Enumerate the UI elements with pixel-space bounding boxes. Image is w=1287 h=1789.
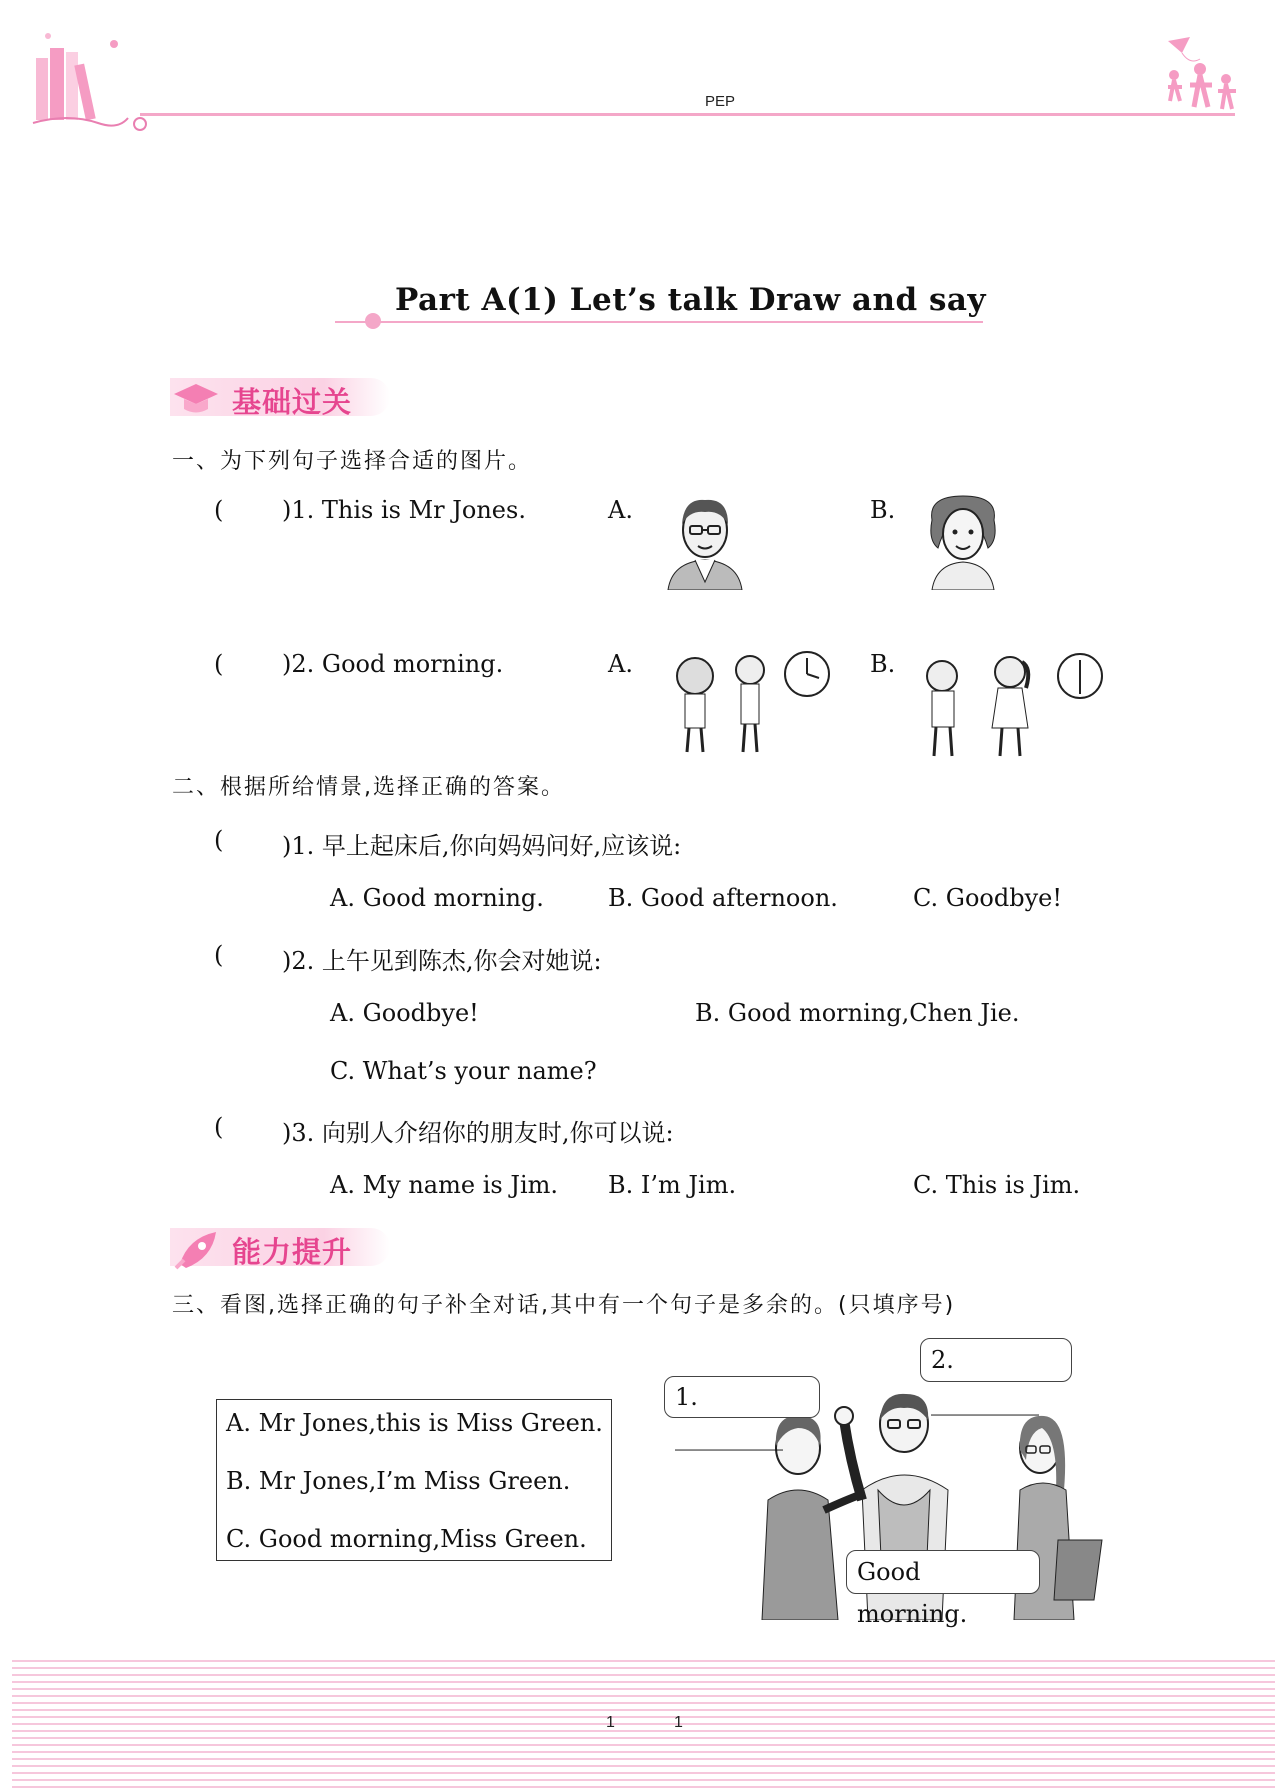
option-a: A. Goodbye! — [330, 999, 479, 1027]
question-1-text: )1. This is Mr Jones. — [282, 496, 526, 524]
choice-c: C. Good morning,Miss Green. — [226, 1525, 587, 1553]
option-b-label: B. — [870, 650, 896, 678]
section-title-ability: 能力提升 — [232, 1235, 353, 1269]
choice-a: A. Mr Jones,this is Miss Green. — [226, 1409, 603, 1437]
bubble-3-text: Good morning. — [857, 1558, 968, 1628]
part3-heading: 三、看图,选择正确的句子补全对话,其中有一个句子是多余的。(只填序号) — [172, 1293, 956, 1318]
two-children-evening-clock-image — [655, 648, 835, 760]
page-number-right: 1 — [674, 1714, 683, 1731]
option-a-label: A. — [608, 496, 633, 524]
header-books-logo — [28, 18, 158, 133]
section-banner-basic — [170, 378, 400, 418]
question-2-text: )2. Good morning. — [282, 650, 504, 678]
bubble-1-text: 1. _________ — [675, 1383, 783, 1451]
speech-bubble-3 — [846, 1550, 1040, 1628]
option-b: B. I’m Jim. — [608, 1171, 737, 1199]
part2-heading: 二、根据所给情景,选择正确的答案。 — [172, 775, 565, 800]
option-c: C. Goodbye! — [913, 884, 1062, 912]
title-underline — [335, 321, 983, 323]
title-bullet-dot — [365, 313, 381, 329]
part1-heading: 一、为下列句子选择合适的图片。 — [172, 449, 533, 474]
option-b-label: B. — [870, 496, 896, 524]
header-kids-kite-illustration — [1160, 35, 1245, 117]
page-number-left: 1 — [606, 1714, 615, 1731]
speech-bubble-2 — [920, 1338, 1072, 1416]
answer-blank-open: ( — [214, 941, 224, 969]
page-title: Part A(1) Let’s talk Draw and say — [395, 282, 987, 318]
option-a: A. My name is Jim. — [330, 1171, 559, 1199]
speech-bubble-1 — [664, 1376, 820, 1451]
question-2-text: )2. 上午见到陈杰,你会对她说: — [282, 947, 602, 975]
two-children-morning-clock-image — [910, 648, 1110, 760]
option-a: A. Good morning. — [330, 884, 544, 912]
section-banner-ability — [170, 1228, 400, 1268]
option-b: B. Good afternoon. — [608, 884, 838, 912]
header-series-label: PEP — [705, 93, 736, 110]
answer-blank-open: ( — [214, 826, 224, 854]
answer-blank-open: ( — [214, 650, 224, 678]
section-title-basic: 基础过关 — [232, 385, 353, 419]
option-b: B. Good morning,Chen Jie. — [695, 999, 1020, 1027]
header-rule — [140, 113, 1235, 116]
bubble-2-text: 2. _________ — [931, 1346, 1039, 1416]
question-1-text: )1. 早上起床后,你向妈妈问好,应该说: — [282, 832, 682, 860]
answer-blank-open: ( — [214, 1113, 224, 1141]
option-c: C. This is Jim. — [913, 1171, 1081, 1199]
answer-blank-open: ( — [214, 496, 224, 524]
graduation-cap-icon — [172, 378, 220, 418]
footer-decorative-stripes — [12, 1655, 1275, 1789]
choice-b: B. Mr Jones,I’m Miss Green. — [226, 1467, 571, 1495]
option-a-label: A. — [608, 650, 633, 678]
question-3-text: )3. 向别人介绍你的朋友时,你可以说: — [282, 1119, 674, 1147]
option-c: C. What’s your name? — [330, 1057, 597, 1085]
man-with-glasses-image — [660, 490, 750, 590]
woman-curly-hair-image — [918, 490, 1008, 590]
rocket-icon — [174, 1228, 220, 1270]
